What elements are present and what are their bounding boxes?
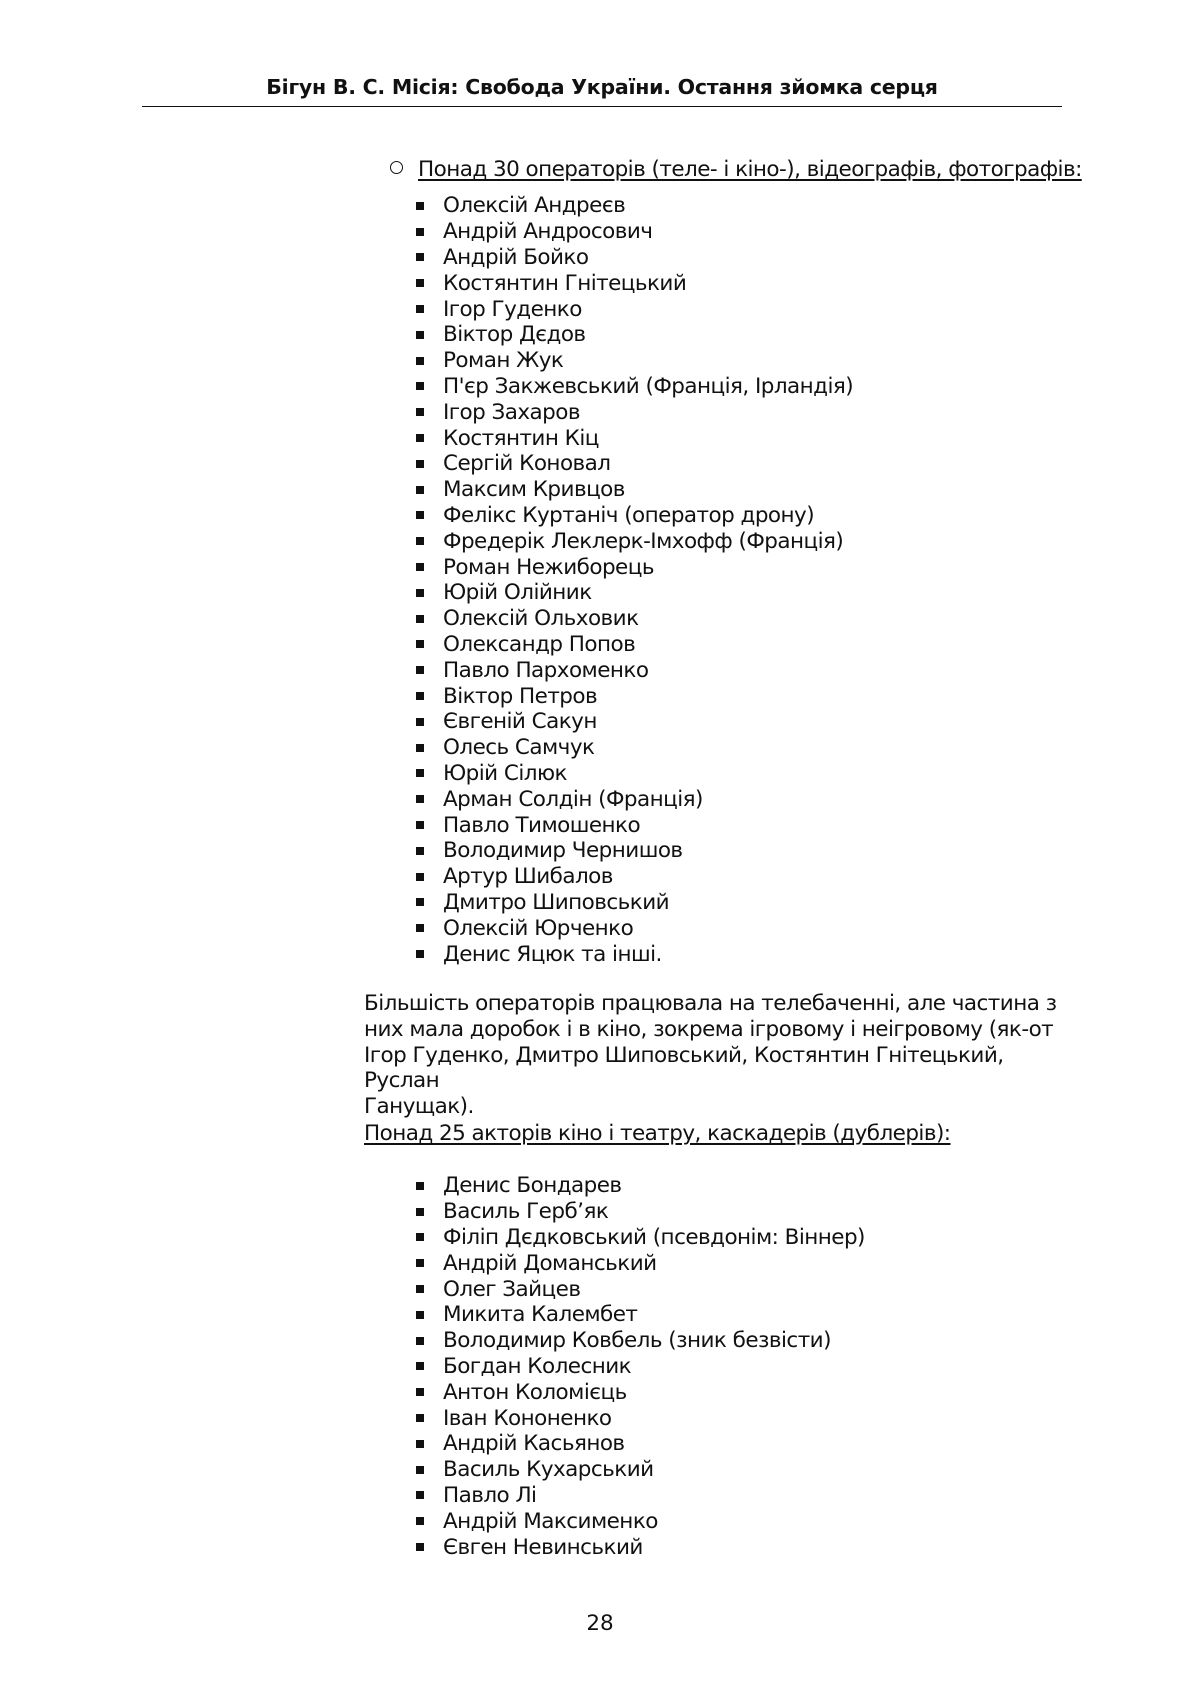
square-bullet-icon xyxy=(416,460,424,468)
actors-heading: Понад 25 акторів кіно і театру, каскадерів (дублерів): xyxy=(364,1121,951,1146)
list-item xyxy=(416,528,853,554)
square-bullet-icon xyxy=(416,950,424,958)
list-item-text: Юрій Сілюк xyxy=(443,760,567,786)
operators-heading: Понад 30 операторів (теле- і кіно-), відеографів, фотографів: xyxy=(418,157,1082,182)
square-bullet-icon xyxy=(416,382,424,390)
list-item-text: Микита Калембет xyxy=(443,1302,638,1328)
list-item xyxy=(416,245,853,271)
list-item-text: Олег Зайцев xyxy=(443,1276,581,1302)
list-item xyxy=(416,838,853,864)
list-item xyxy=(416,580,853,606)
square-bullet-icon xyxy=(416,1414,424,1422)
list-item xyxy=(416,554,853,580)
list-item xyxy=(416,193,853,219)
list-item-text: Василь Герб’як xyxy=(443,1199,609,1225)
list-item xyxy=(416,503,853,529)
square-bullet-icon xyxy=(416,873,424,881)
square-bullet-icon xyxy=(416,589,424,597)
square-bullet-icon xyxy=(416,692,424,700)
square-bullet-icon xyxy=(416,202,424,210)
list-item xyxy=(416,1534,865,1560)
list-item xyxy=(416,1199,865,1225)
list-item-text: Павло Пархоменко xyxy=(443,657,649,683)
list-item xyxy=(416,657,853,683)
page-number: 28 xyxy=(586,1611,614,1636)
list-item xyxy=(416,761,853,787)
list-item-text: Павло Лі xyxy=(443,1482,537,1508)
list-item-text: Євгеній Сакун xyxy=(443,709,597,735)
square-bullet-icon xyxy=(416,666,424,674)
square-bullet-icon xyxy=(416,486,424,494)
list-item-text: Олександр Попов xyxy=(443,631,636,657)
list-item xyxy=(416,735,853,761)
list-item xyxy=(416,683,853,709)
list-item xyxy=(416,1431,865,1457)
list-item xyxy=(416,915,853,941)
list-item xyxy=(416,1457,865,1483)
square-bullet-icon xyxy=(416,1182,424,1190)
list-item xyxy=(416,1328,865,1354)
list-item-text: Юрій Олійник xyxy=(443,580,592,606)
square-bullet-icon xyxy=(416,357,424,365)
list-item-text: Сергій Коновал xyxy=(443,451,611,477)
list-item xyxy=(416,348,853,374)
list-item-text: Євген Невинський xyxy=(443,1534,643,1560)
list-item-text: Арман Солдін (Франція) xyxy=(443,786,703,812)
square-bullet-icon xyxy=(416,924,424,932)
square-bullet-icon xyxy=(416,744,424,752)
square-bullet-icon xyxy=(416,1285,424,1293)
list-item xyxy=(416,1276,865,1302)
list-item xyxy=(416,864,853,890)
list-item xyxy=(416,941,853,967)
list-item-text: Ігор Гуденко xyxy=(443,296,582,322)
list-item xyxy=(416,270,853,296)
list-item-text: Олексій Юрченко xyxy=(443,915,634,941)
square-bullet-icon xyxy=(416,253,424,261)
square-bullet-icon xyxy=(416,1491,424,1499)
list-item xyxy=(416,322,853,348)
list-item-text: Андрій Максименко xyxy=(443,1508,658,1534)
list-item-text: Володимир Чернишов xyxy=(443,838,683,864)
list-item-text: Денис Бондарев xyxy=(443,1173,622,1199)
list-item-text: Василь Кухарський xyxy=(443,1457,654,1483)
list-item-text: Костянтин Кіц xyxy=(443,425,599,451)
list-item-text: Андрій Доманський xyxy=(443,1250,657,1276)
list-item-text: Віктор Петров xyxy=(443,683,598,709)
list-item xyxy=(416,425,853,451)
square-bullet-icon xyxy=(416,769,424,777)
list-item xyxy=(416,890,853,916)
list-item xyxy=(416,399,853,425)
square-bullet-icon xyxy=(416,847,424,855)
square-bullet-icon xyxy=(416,821,424,829)
list-item xyxy=(416,296,853,322)
list-item xyxy=(416,632,853,658)
operators-paragraph: Більшість операторів працювала на телебаченні, але частина з них мала доробок і в кіно, зокрема ігровому і неігровому (як-от Ігор Гуденко, Дмитро Шиповський, Костянтин Гнітецький, Руслан Ганущак). xyxy=(364,991,1057,1120)
square-bullet-icon xyxy=(416,795,424,803)
square-bullet-icon xyxy=(416,640,424,648)
list-item-text: Віктор Дєдов xyxy=(443,322,586,348)
square-bullet-icon xyxy=(416,898,424,906)
square-bullet-icon xyxy=(416,1388,424,1396)
square-bullet-icon xyxy=(416,1208,424,1216)
actors-list xyxy=(416,1173,865,1560)
list-item-text: Фелікс Куртаніч (оператор дрону) xyxy=(443,502,815,528)
list-item xyxy=(416,1405,865,1431)
list-item xyxy=(416,606,853,632)
list-item xyxy=(416,1379,865,1405)
list-item xyxy=(416,219,853,245)
list-item-text: Костянтин Гнітецький xyxy=(443,270,687,296)
square-bullet-icon xyxy=(416,1517,424,1525)
square-bullet-icon xyxy=(416,615,424,623)
list-item xyxy=(416,1483,865,1509)
header-divider xyxy=(142,106,1062,107)
list-item xyxy=(416,1508,865,1534)
list-item-text: Олексій Ольховик xyxy=(443,606,639,632)
list-item-text: Денис Яцюк та інші. xyxy=(443,941,662,967)
circle-bullet-icon xyxy=(390,161,403,174)
list-item-text: Олексій Андреєв xyxy=(443,193,626,219)
list-item-text: Андрій Касьянов xyxy=(443,1431,625,1457)
list-item-text: Олесь Самчук xyxy=(443,735,595,761)
list-item-text: Філіп Дєдковський (псевдонім: Віннер) xyxy=(443,1224,865,1250)
list-item xyxy=(416,1173,865,1199)
list-item-text: Іван Кононенко xyxy=(443,1405,612,1431)
list-item xyxy=(416,477,853,503)
list-item-text: Андрій Бойко xyxy=(443,244,589,270)
list-item-text: П'єр Закжевський (Франція, Ірландія) xyxy=(443,373,854,399)
square-bullet-icon xyxy=(416,331,424,339)
square-bullet-icon xyxy=(416,1259,424,1267)
list-item-text: Андрій Андросович xyxy=(443,219,653,245)
list-item xyxy=(416,812,853,838)
square-bullet-icon xyxy=(416,1362,424,1370)
list-item-text: Дмитро Шиповський xyxy=(443,889,670,915)
square-bullet-icon xyxy=(416,1440,424,1448)
square-bullet-icon xyxy=(416,1233,424,1241)
list-item xyxy=(416,1250,865,1276)
square-bullet-icon xyxy=(416,537,424,545)
list-item xyxy=(416,1225,865,1251)
square-bullet-icon xyxy=(416,279,424,287)
list-item xyxy=(416,374,853,400)
list-item xyxy=(416,709,853,735)
list-item-text: Максим Кривцов xyxy=(443,477,625,503)
list-item xyxy=(416,1302,865,1328)
square-bullet-icon xyxy=(416,1337,424,1345)
list-item-text: Володимир Ковбель (зник безвісти) xyxy=(443,1328,831,1354)
list-item xyxy=(416,451,853,477)
list-item-text: Антон Коломієць xyxy=(443,1379,627,1405)
list-item-text: Артур Шибалов xyxy=(443,864,613,890)
list-item-text: Ігор Захаров xyxy=(443,399,581,425)
square-bullet-icon xyxy=(416,718,424,726)
square-bullet-icon xyxy=(416,408,424,416)
square-bullet-icon xyxy=(416,511,424,519)
square-bullet-icon xyxy=(416,1311,424,1319)
square-bullet-icon xyxy=(416,1543,424,1551)
operators-heading-item xyxy=(390,157,1090,183)
list-item xyxy=(416,1354,865,1380)
list-item-text: Роман Жук xyxy=(443,348,564,374)
list-item-text: Павло Тимошенко xyxy=(443,812,641,838)
list-item xyxy=(416,786,853,812)
list-item-text: Роман Нежиборець xyxy=(443,554,654,580)
page-header-title: Бігун В. С. Місія: Свобода України. Остання зйомка серця xyxy=(266,75,938,99)
square-bullet-icon xyxy=(416,563,424,571)
square-bullet-icon xyxy=(416,305,424,313)
operators-list xyxy=(416,193,853,967)
square-bullet-icon xyxy=(416,1466,424,1474)
list-item-text: Фредерік Леклерк-Імхофф (Франція) xyxy=(443,528,844,554)
square-bullet-icon xyxy=(416,434,424,442)
square-bullet-icon xyxy=(416,228,424,236)
list-item-text: Богдан Колесник xyxy=(443,1353,632,1379)
